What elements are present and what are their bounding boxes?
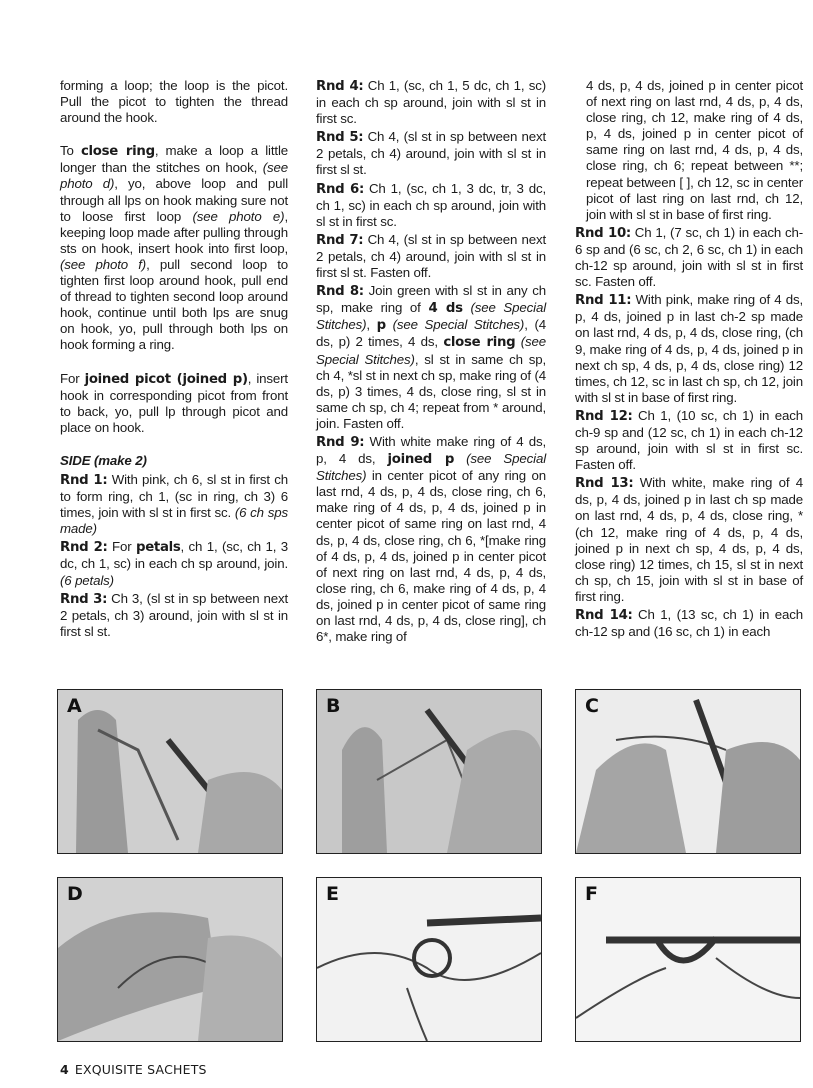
round-2 (60, 539, 288, 588)
term-close-ring: close ring (443, 335, 516, 351)
round-label: Rnd 13: (575, 476, 634, 492)
photo-b (316, 689, 542, 854)
note: (6 petals) (60, 572, 114, 588)
photo-d (57, 877, 283, 1042)
photo-c (575, 689, 801, 854)
paragraph-picot (60, 78, 288, 126)
term-p: p (376, 318, 386, 334)
round-label: Rnd 3: (60, 591, 108, 607)
photo-ref: (see photo d) (60, 160, 288, 192)
hook-with-ring-icon (317, 878, 541, 1041)
note: (see Special Stitches) (385, 317, 525, 333)
round-1 (60, 472, 288, 537)
text: With pink, ch 6, sl st in first ch to form ring, ch 1, (sc in ring, ch 3) 6 times, join with sl st in first sc. (60, 471, 288, 521)
text: For (60, 370, 85, 386)
round-label: Rnd 11: (575, 293, 632, 309)
paragraph-close-ring (60, 143, 288, 353)
text: Ch 1, (13 sc, ch 1) in each ch-12 sp and (16 sc, ch 1) in each (575, 607, 803, 640)
text: , keeping loop made after pulling through sts on hook, insert hook into first loop, (60, 208, 288, 256)
round-label: Rnd 5: (316, 130, 364, 146)
note: (see Special Stitches) (316, 300, 546, 333)
photo-label: C (585, 695, 599, 717)
term-joined-p: joined p (387, 452, 455, 468)
round-label: Rnd 2: (60, 540, 108, 556)
text: For (107, 539, 136, 555)
section-heading-side: SIDE (make 2) (60, 452, 147, 468)
hook-with-ring-icon (576, 878, 800, 1041)
text: , sl st in same ch sp, ch 4, *sl st in next ch sp, make ring of (4 ds, p) 3 times, 4 ds, close ring, sl st in same ch sp, ch 4; repeat from * around, join. Fasten off. (316, 351, 547, 431)
round-8 (316, 283, 546, 432)
round-label: Rnd 8: (316, 284, 364, 300)
photo-ref: (see photo e) (192, 208, 285, 224)
text: With white, make ring of 4 ds, p, 4 ds, joined p in last ch sp made on last rnd, 4 ds, p, 4 ds, close ring, *(ch 12, make ring of 4 ds, p, 4 ds, joined p in next ch sp, 4 ds, p, 4 ds, close ring) 12 times, ch 15, sl st in next ch sp, ch 15, join with sl st in base of first ring. (575, 475, 803, 604)
round-label: Rnd 10: (575, 225, 631, 241)
photo-f (575, 877, 801, 1042)
round-13 (575, 475, 803, 605)
term-4-ds: 4 ds (428, 301, 463, 317)
text: Ch 1, (7 sc, ch 1) in each ch-6 sp and (6 sc, ch 2, 6 sc, ch 1) in each ch-12 sp around, join with sl st in first sc. Fasten off. (575, 224, 803, 290)
text: 4 ds, p, 4 ds, joined p in center picot of next ring on last rnd, 4 ds, p, 4 ds, close ring, ch 12, make ring of 4 ds, p, 4 ds, joined p in center picot of same ring on last rnd, 4 ds, p, 4 ds, close ring, ch 6; repeat between **; repeat between [ ], ch 12, sc in center picot of last ring on last rnd, ch 12, join with sl st in base of first ring. (586, 78, 803, 222)
paragraph-joined-picot (60, 371, 288, 436)
term-petals: petals (135, 540, 181, 556)
round-9 (316, 434, 546, 645)
round-label: Rnd 7: (316, 232, 364, 248)
text: in center picot of any ring on last rnd, 4 ds, p, 4 ds, close ring, ch 6, make ring of 4 ds, p, 4 ds, joined p in center picot of same ring on last rnd, 4 ds, p, 4 ds, close ring, ch 6, *[make ring of 4 ds, p, 4 ds, joined p in center picot of next ring on last rnd, 4 ds, p, 4 ds, close ring, ch 6, make ring of 4 ds, p, 4 ds, joined p in center picot of same ring on last rnd, 4 ds, p, 4 ds, close ring], ch 6*, make ring of (316, 468, 546, 645)
text: , ch 1, (sc, ch 1, 3 dc, ch 1, sc) in each ch sp around, join. (60, 539, 288, 572)
text: To (60, 143, 81, 159)
term-joined-picot: joined picot (joined p) (84, 371, 248, 387)
text: Ch 1, (10 sc, ch 1) in each ch-9 sp and (12 sc, ch 1) in each ch-12 sp around, join with sl st in first sc. Fasten off. (575, 407, 803, 473)
text: Ch 3, (sl st in sp between next 2 petals, ch 3) around, join with sl st in first sl st. (60, 590, 288, 639)
round-label: Rnd 9: (316, 434, 365, 450)
hand-with-loop-icon (58, 878, 282, 1041)
hand-with-hook-icon (317, 690, 541, 853)
photo-ref: (see photo f) (60, 256, 147, 272)
page-number: 4 (60, 1062, 69, 1077)
round-11 (575, 292, 803, 406)
round-5 (316, 129, 546, 178)
round-3 (60, 591, 288, 640)
text: forming a loop; the loop is the picot. Pull the picot to tighten the thread around the hook. (60, 78, 288, 126)
page-footer (60, 1062, 207, 1077)
note: (6 ch sps made) (60, 505, 288, 537)
photo-a (57, 689, 283, 854)
column-3 (575, 78, 803, 642)
round-14 (575, 607, 803, 640)
photo-label: D (67, 883, 83, 905)
note: (see Special Stitches) (316, 334, 547, 367)
round-label: Rnd 1: (60, 472, 108, 488)
hand-with-hook-icon (576, 690, 800, 853)
round-9-continued (575, 78, 803, 223)
text: Ch 4, (sl st in sp between next 2 petals, ch 4) around, join with sl st in first sl st. Fasten off. (316, 231, 547, 281)
text: With white make ring of 4 ds, p, 4 ds, (316, 433, 547, 467)
hand-with-hook-icon (58, 690, 282, 853)
text: , make a loop a little longer than the stitches on hook, (60, 143, 288, 176)
text: , pull second loop to tighten first loop around hook, pull end of thread to tighten second loop around hook, continue until both lps are snug on hook, yo, pull through both lps on hook forming a ring. (60, 256, 288, 353)
column-1 (60, 78, 288, 642)
round-4 (316, 78, 546, 127)
photo-label: F (585, 883, 598, 905)
round-10 (575, 225, 803, 290)
text: , insert hook in corresponding picot from front to back, yo, pull lp through picot and place on hook. (60, 370, 288, 435)
text: Ch 4, (sl st in sp between next 2 petals, ch 4) around, join with sl st in first sl st. (316, 129, 547, 178)
round-label: Rnd 4: (316, 79, 364, 94)
photo-label: A (67, 695, 82, 717)
text: Ch 1, (sc, ch 1, 3 dc, tr, 3 dc, ch 1, sc) in each ch sp around, join with sl st in first sc. (316, 180, 547, 229)
text: , (4 ds, p) 2 times, 4 ds, (316, 317, 546, 350)
text: With pink, make ring of 4 ds, p, 4 ds, joined p in last ch-2 sp made on last rnd, 4 ds, p, 4 ds, close ring, (ch 9, make ring of 4 ds, p, 4 ds, joined p in next ch sp, 4 ds, p, 4 ds, close ring) 12 times, ch 12, sc in last ch sp, ch 12, join with sl st in base of first ring. (575, 292, 804, 405)
round-7 (316, 232, 546, 281)
photo-e (316, 877, 542, 1042)
column-2 (316, 78, 546, 647)
photo-label: B (326, 695, 341, 717)
text: Ch 1, (sc, ch 1, 5 dc, ch 1, sc) in each ch sp around, join with sl st in first sc. (316, 78, 546, 127)
text: Join green with sl st in any ch sp, make ring of (316, 283, 546, 316)
round-label: Rnd 12: (575, 408, 633, 424)
text: , (366, 317, 377, 333)
photo-label: E (326, 883, 339, 905)
round-12 (575, 408, 803, 473)
publication-title: EXQUISITE SACHETS (74, 1062, 207, 1077)
term-close-ring: close ring (80, 144, 155, 160)
round-6 (316, 181, 546, 230)
round-label: Rnd 14: (575, 608, 633, 623)
text: , yo, above loop and pull through all lps on hook making sure not to loose first loop (60, 176, 289, 224)
round-label: Rnd 6: (316, 181, 365, 197)
note: (see Special Stitches) (316, 451, 546, 484)
